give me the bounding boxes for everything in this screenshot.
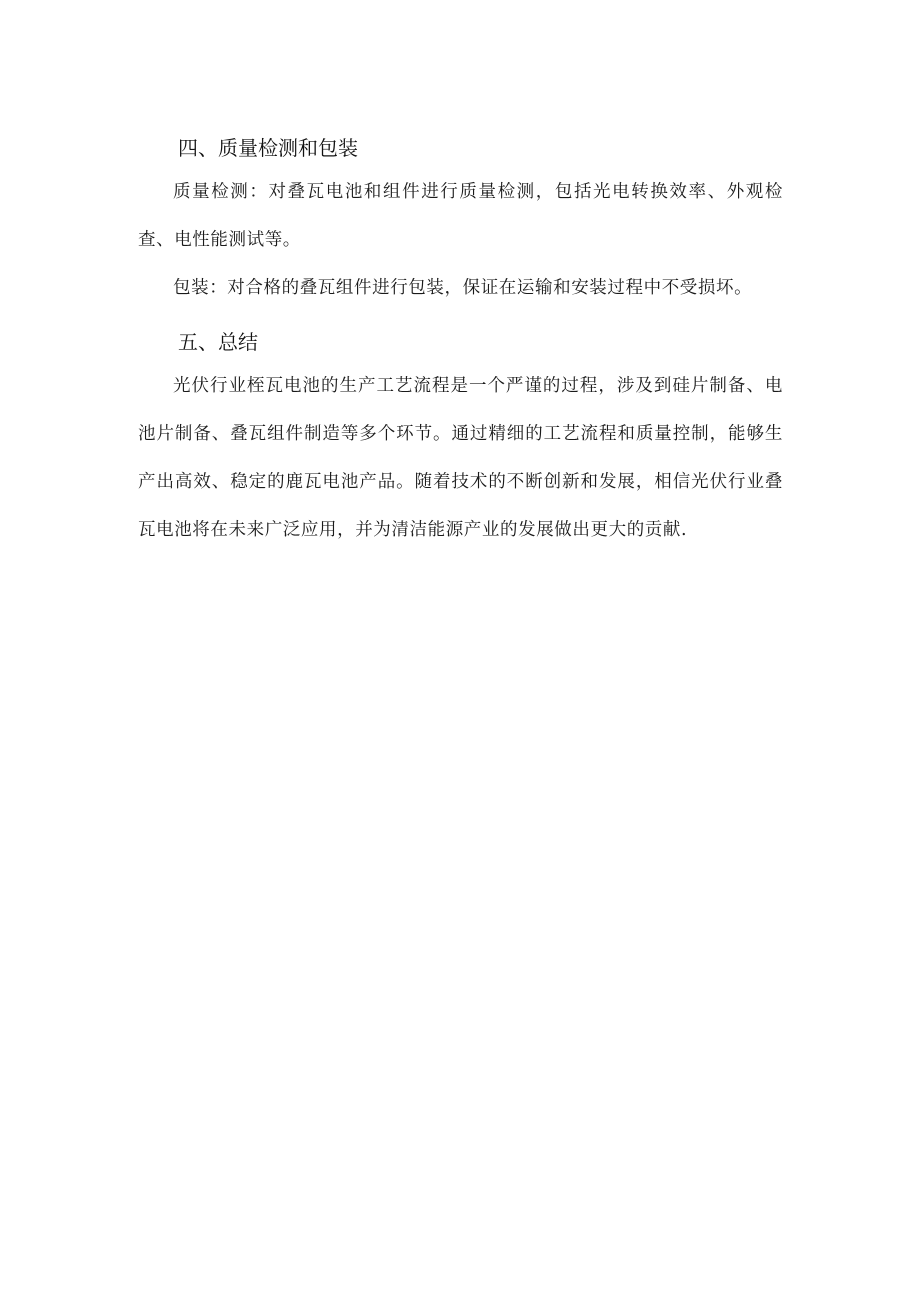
- document-body: [138, 128, 783, 554]
- section-spacer: [138, 312, 783, 322]
- section-summary: [138, 322, 783, 554]
- section-quality-inspection-packaging: [138, 128, 783, 312]
- section-heading: 四、质量检测和包装: [178, 136, 358, 160]
- paragraph-quality-inspection: 质量检测：对叠瓦电池和组件进行质量检测，包括光电转换效率、外观检查、电性能测试等。: [138, 182, 783, 250]
- paragraph-packaging: 包装：对合格的叠瓦组件进行包装，保证在运输和安装过程中不受损坏。: [173, 278, 753, 298]
- paragraph-summary: 光伏行业桎瓦电池的生产工艺流程是一个严谨的过程，涉及到硅片制备、电池片制备、叠瓦组件制造等多个环节。通过精细的工艺流程和质量控制，能够生产出高效、稳定的鹿瓦电池产品。随着技术的不断创新和发展，相信光伏行业叠瓦电池将在未来广泛应用，并为清洁能源产业的发展做出更大的贡献.: [138, 376, 783, 540]
- section-heading: 五、总结: [178, 330, 258, 354]
